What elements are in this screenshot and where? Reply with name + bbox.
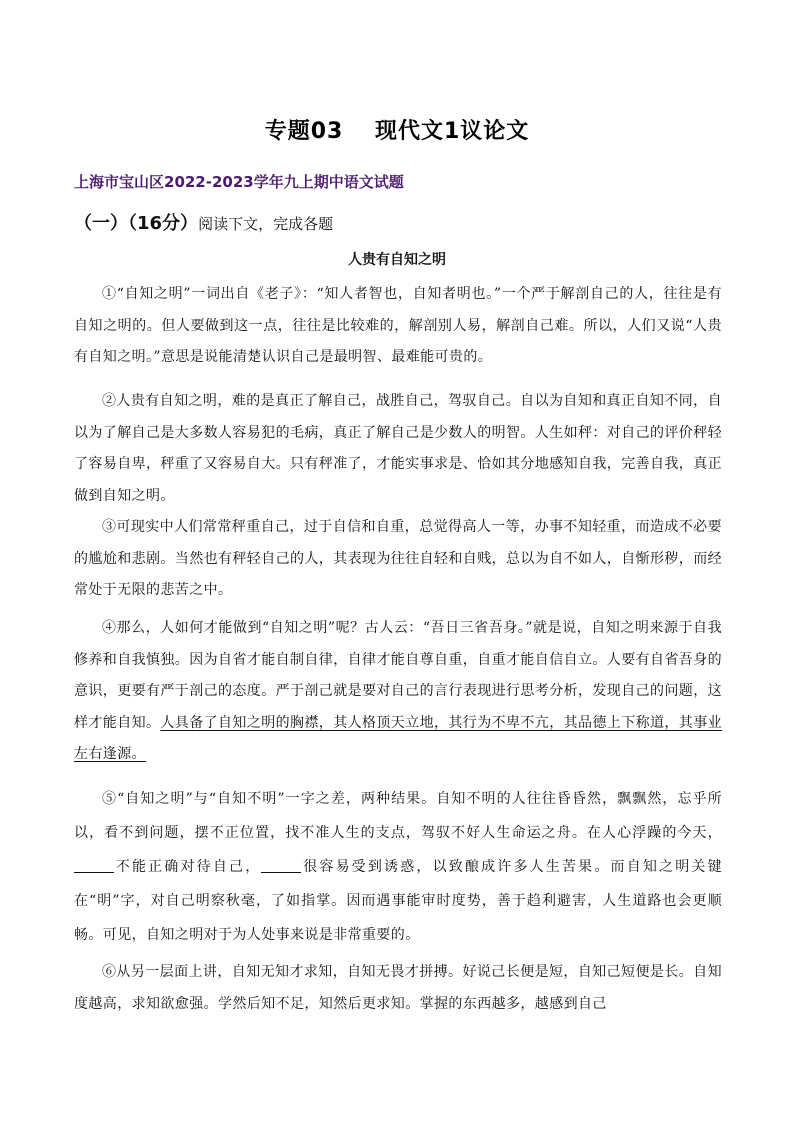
paragraph-6: ⑥从另一层面上讲，自知无知才求知，自知无畏才拼搏。好说己长便是短，自知己短便是长。自知度越高，求知欲愈强。学然后知不足，知然后更求知。掌握的东西越多，越感到自己 [74, 964, 722, 1012]
paragraph-5-part-c: 很容易受到诱惑，以致酿成许多人生苦果。而自知之明关键在“明”字，对自己明察秋毫，了如指掌。因而遇事能审时度势，善于趋利避害，人生道路也会更顺畅。可见，自知之明对于为人处事来说是非常重要的。 [74, 859, 722, 943]
page-title: 专题03 现代文1议论文 [264, 119, 530, 144]
paragraph-3: ③可现实中人们常常秤重自己，过于自信和自重，总觉得高人一等，办事不知轻重，而造成不必要的尴尬和悲剧。当然也有秤轻自己的人，其表现为往往自轻和自贱，总以为自不如人，自惭形秽，而经常处于无限的悲苦之中。 [74, 519, 722, 598]
paragraph-4-block [74, 613, 722, 771]
paragraph-2: ②人贵有自知之明，难的是真正了解自己，战胜自己，驾驭自己。自以为自知和真正自知不同，自以为了解自己是大多数人容易犯的毛病，真正了解自己是少数人的明智。人生如秤：对自己的评价秤轻了容易自卑，秤重了又容易自大。只有秤准了，才能实事求是、恰如其分地感知自我，完善自我，真正做到自知之明。 [74, 393, 722, 504]
exam-source: 上海市宝山区2022-2023学年九上期中语文试题 [74, 173, 404, 191]
paragraph-1: ①“自知之明”一词出自《老子》：“知人者智也，自知者明也。”一个严于解剖自己的人，往往是有自知之明的。但人要做到这一点，往往是比较难的，解剖别人易，解剖自己难。所以，人们又说“人贵有自知之明。”意思是说能清楚认识自己是最明智、最难能可贵的。 [74, 286, 722, 365]
paragraph-5-part-a: ⑤“自知之明”与“自知不明”一字之差，两种结果。自知不明的人往往昏昏然，飘飘然，忘乎所以，看不到问题，摆不正位置，找不准人生的支点，驾驭不好人生命运之舟。在人心浮躁的今天， [74, 791, 722, 841]
paragraph-3-block [74, 512, 722, 607]
article-title: 人贵有自知之明 [348, 252, 446, 268]
paragraph-5-block [74, 782, 722, 952]
paragraph-2-block [74, 386, 722, 512]
paragraph-6-block [74, 957, 722, 1020]
paragraph-4-text: ④那么，人如何才能做到“自知之明”呢？古人云：“吾日三省吾身。”就是说，自知之明来源于自我修养和自我慎独。因为自省才能自制自律，自律才能自尊自重，自重才能自信自立。人要有自省吾身的意识，更要有严于剖己的态度。严于剖己就是要对自己的言行表现进行思考分析，发现自己的问题，这样才能自知。 [74, 620, 722, 731]
section-label: （一）（16分） [74, 213, 199, 234]
paragraph-1-block [74, 279, 722, 374]
fill-blank-2 [261, 858, 301, 873]
paragraph-5-part-b: 不能正确对待自己， [114, 859, 262, 875]
section-instruction: 阅读下文，完成各题 [198, 215, 334, 233]
section-heading [74, 209, 333, 235]
paragraph-5 [74, 782, 722, 952]
paragraph-4 [74, 613, 722, 771]
underlined-sentence: 人具备了自知之明的胸襟，其人格顶天立地，其行为不卑不亢，其品德上下称道，其事业左右逢源。 [74, 714, 723, 762]
fill-blank-1 [74, 858, 114, 873]
